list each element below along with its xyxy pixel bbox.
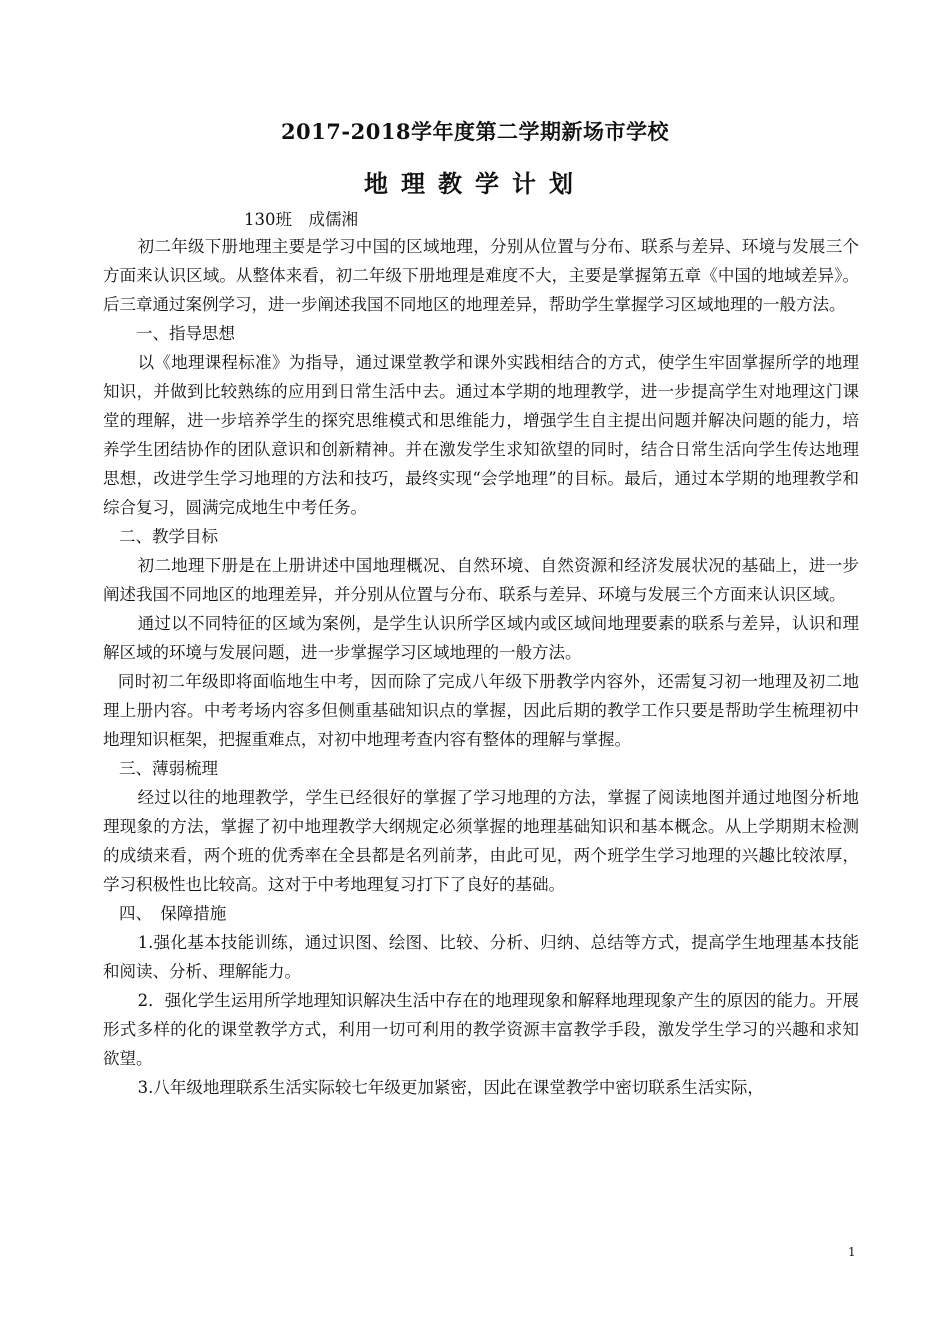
section-heading-weakness-review: 三、薄弱梳理 — [119, 759, 218, 778]
section-heading-teaching-goals: 二、教学目标 — [119, 527, 218, 546]
paragraph: 通过以不同特征的区域为案例，是学生认识所学区域内或区域间地理要素的联系与差异，认识和理解区域的环境与发展问题，进一步掌握学习区域地理的一般方法。 — [103, 614, 859, 662]
paragraph: 以《地理课程标准》为指导，通过课堂教学和课外实践相结合的方式，使学生牢固掌握所学的地理知识，并做到比较熟练的应用到日常生活中去。通过本学期的地理教学，进一步提高学生对地理这门课堂的理解，进一步培养学生的探究思维模式和思维能力，增强学生自主提出问题并解决问题的能力，培养学生团结协作的团队意识和创新精神。并在激发学生求知欲望的同时，结合日常生活向学生传达地理思想，改进学生学习地理的方法和技巧，最终实现“会学地理”的目标。最后，通过本学期的地理教学和综合复习，圆满完成地生中考任务。 — [103, 353, 859, 517]
list-item: 1.强化基本技能训练，通过识图、绘图、比较、分析、归纳、总结等方式，提高学生地理基本技能和阅读、分析、理解能力。 — [103, 933, 859, 981]
paragraph: 同时初二年级即将面临地生中考，因而除了完成八年级下册教学内容外，还需复习初一地理及初二地理上册内容。中考考场内容多但侧重基础知识点的掌握，因此后期的教学工作只要是帮助学生梳理初中地理知识框架，把握重难点，对初中地理考查内容有整体的理解与掌握。 — [103, 672, 859, 749]
document-title: 2017-2018学年度第二学期新场市学校 — [280, 119, 670, 144]
section-heading-safeguard-measures: 四、 保障措施 — [119, 904, 227, 923]
paragraph: 经过以往的地理教学，学生已经很好的掌握了学习地理的方法，掌握了阅读地图并通过地图分析地理现象的方法，掌握了初中地理教学大纲规定必须掌握的地理基础知识和基本概念。从上学期期末检测的成绩来看，两个班的优秀率在全县都是名列前茅，由此可见，两个班学生学习地理的兴趣比较浓厚，学习积极性也比较高。这对于中考地理复习打下了良好的基础。 — [103, 788, 859, 894]
section-heading-guiding-ideology: 一、指导思想 — [136, 324, 235, 343]
page-number: 1 — [848, 1245, 856, 1259]
paragraph: 初二地理下册是在上册讲述中国地理概况、自然环境、自然资源和经济发展状况的基础上，进一步阐述我国不同地区的地理差异，并分别从位置与分布、联系与差异、环境与发展三个方面来认识区域。 — [103, 556, 859, 604]
document-subtitle: 地理教学计划 — [364, 169, 586, 198]
document-body — [103, 232, 859, 1102]
list-item: 2．强化学生运用所学地理知识解决生活中存在的地理现象和解释地理现象产生的原因的能力。开展形式多样的化的课堂教学方式，利用一切可利用的教学资源丰富教学手段，激发学生学习的兴趣和求知欲望。 — [103, 991, 859, 1068]
list-item: 3.八年级地理联系生活实际较七年级更加紧密，因此在课堂教学中密切联系生活实际， — [137, 1078, 764, 1097]
intro-paragraph: 初二年级下册地理主要是学习中国的区域地理，分别从位置与分布、联系与差异、环境与发展三个方面来认识区域。从整体来看，初二年级下册地理是难度不大，主要是掌握第五章《中国的地域差异》。后三章通过案例学习，进一步阐述我国不同地区的地理差异，帮助学生掌握学习区域地理的一般方法。 — [103, 237, 859, 314]
author-byline: 130班 成儒湘 — [244, 210, 358, 229]
